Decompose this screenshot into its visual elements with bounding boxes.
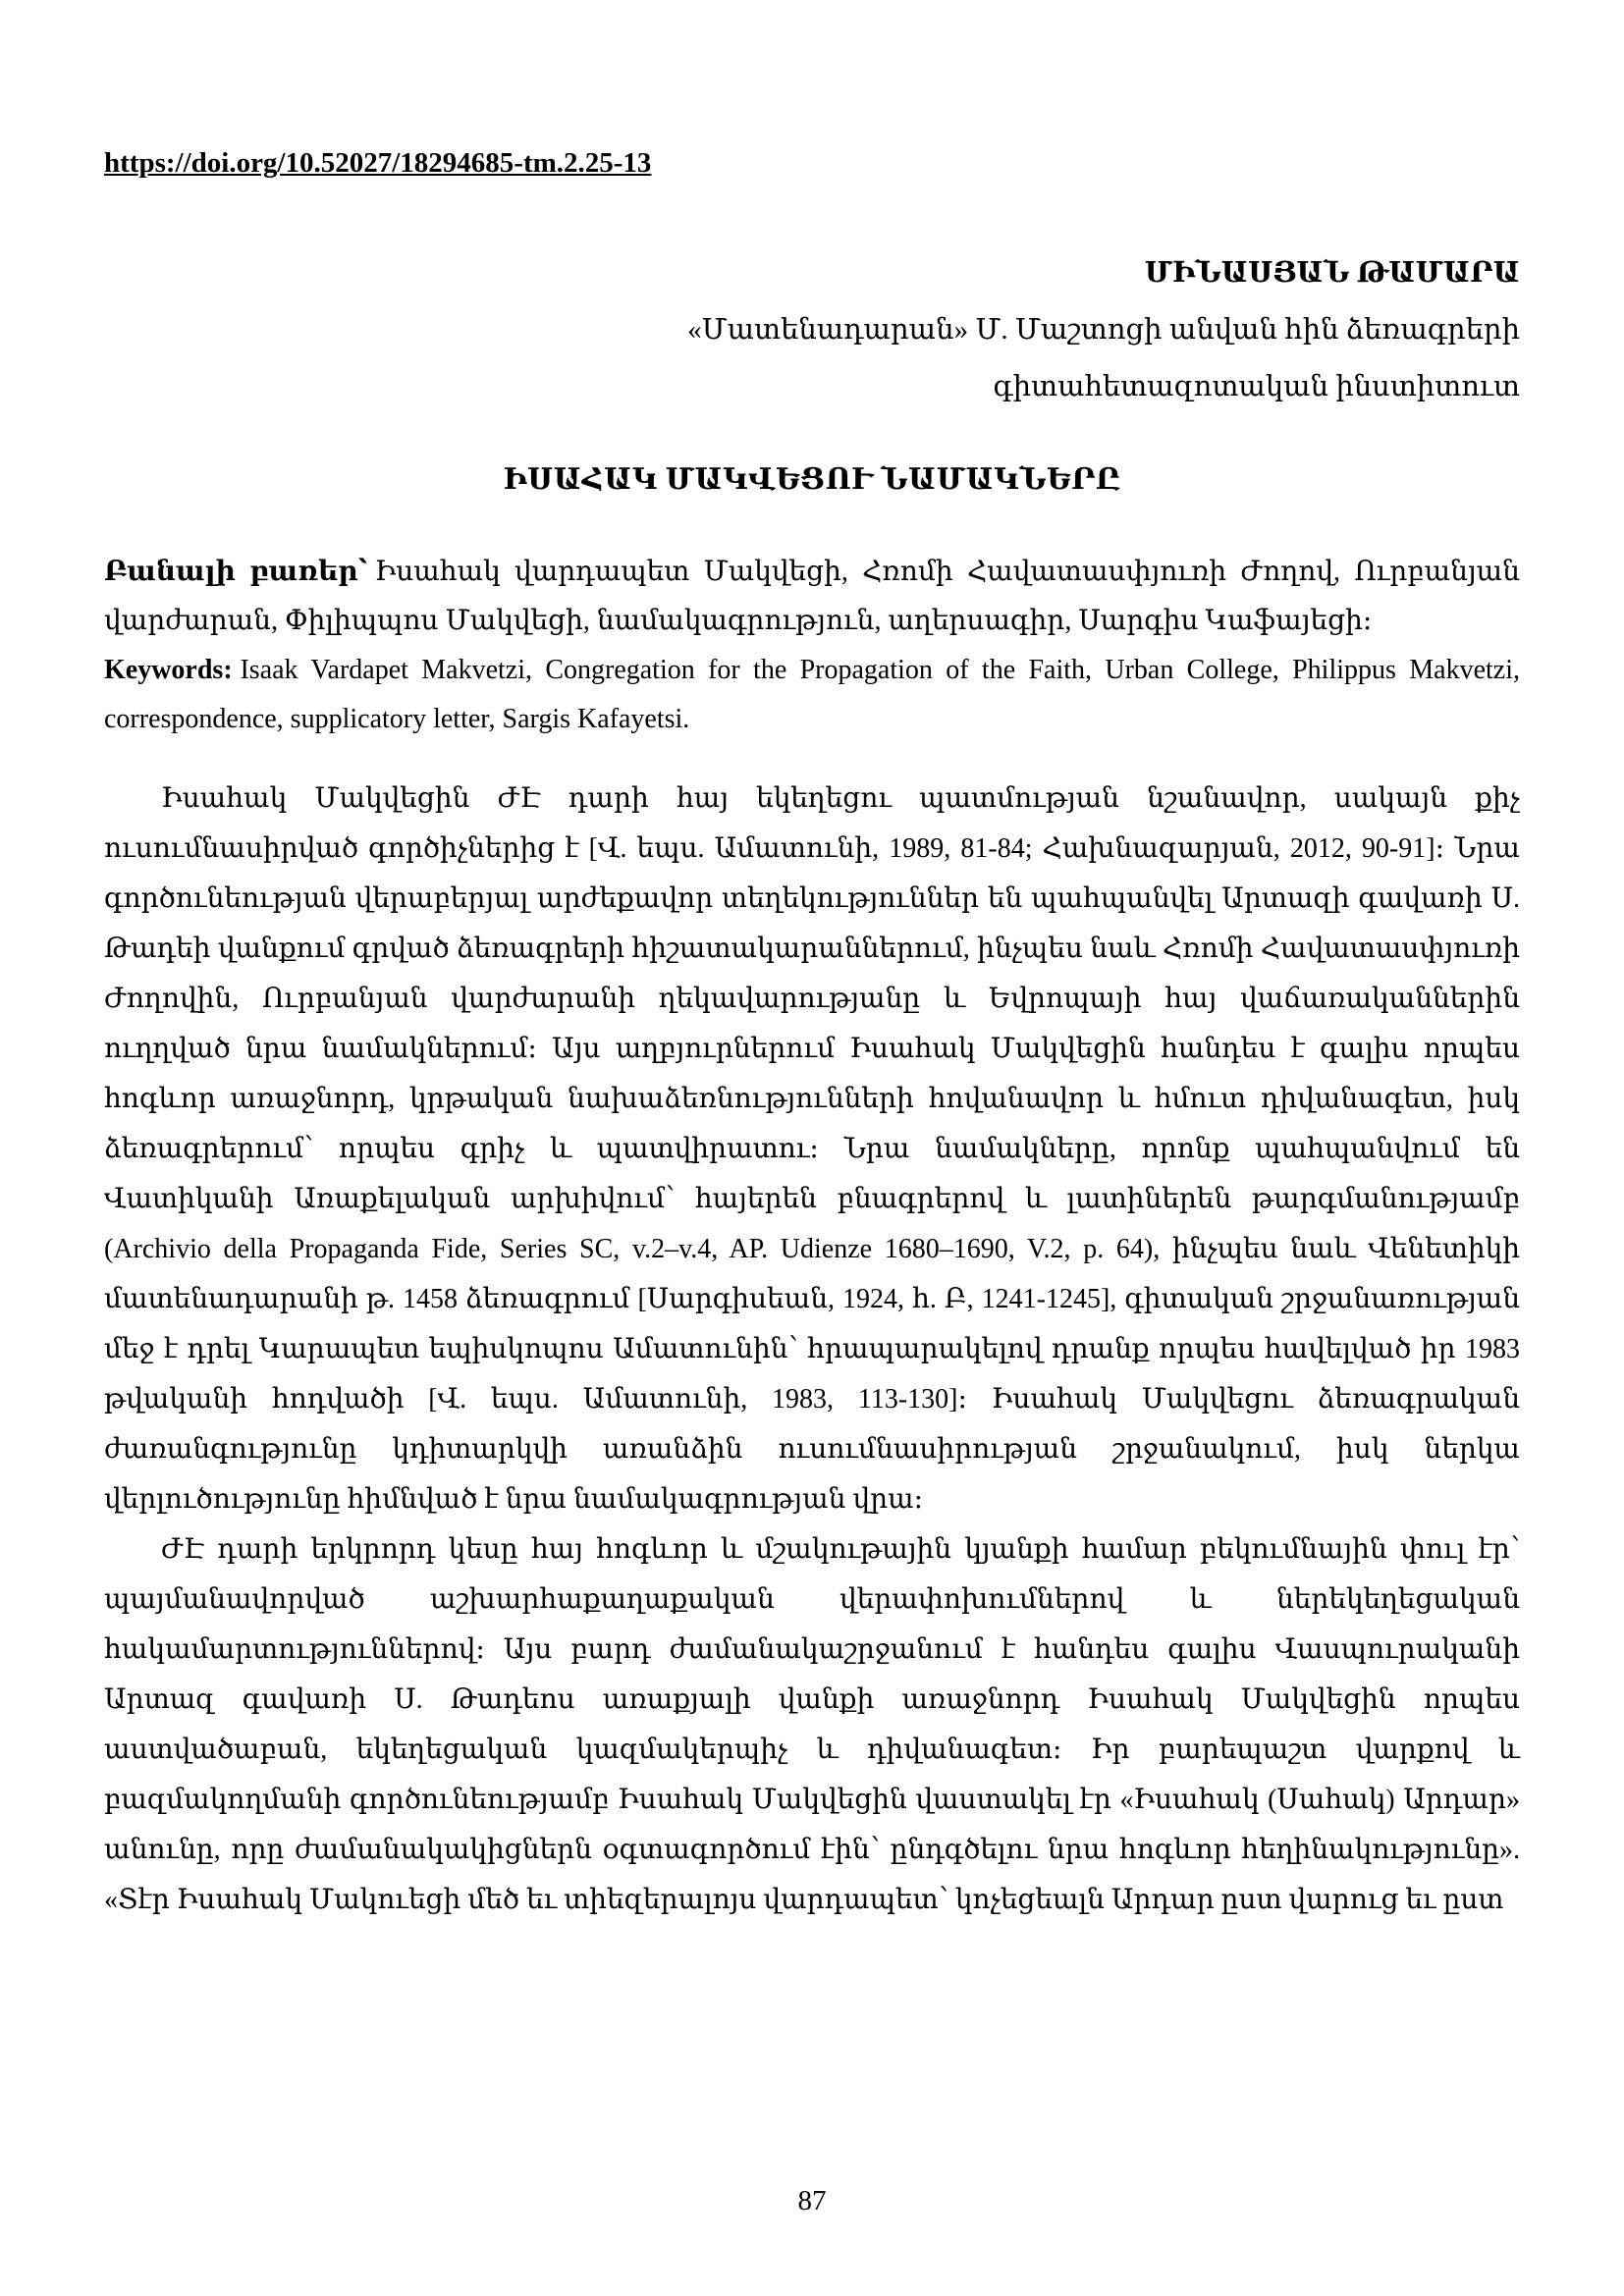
doi-link[interactable]: https://doi.org/10.52027/18294685-tm.2.25-13 [104,147,652,179]
affiliation-line-2: գիտահետազոտական ինստիտուտ [993,371,1520,402]
article-title: ԻՍԱՀԱԿ ՄԱԿՎԵՑՈՒ ՆԱՄԱԿՆԵՐԸ [503,463,1121,496]
body-paragraph-2: ԺԷ դարի երկրորդ կեսը հայ հոգևոր և մշակութային կյանքի համար բեկումնային փուլ էր՝ պայմանավորված աշխարհաքաղաքական վերափոխումներով և ներեկեղեցական հակամարտություններով։ Այս բարդ ժամանակաշրջանում է հանդես գալիս Վասպուրականի Արտազ գավառի Ս. Թադեոս առաքյալի վանքի առաջնորդ Իսահակ Մակվեցին որպես աստվածաբան, եկեղեցական կազմակերպիչ և դիվանագետ։ Իր բարեպաշտ վարքով և բազմակողմանի գործունեությամբ Իսահակ Մակվեցին վաստակել էր «Իսահակ (Սահակ) Արդար» անունը, որը ժամանակակիցներն օգտագործում էին՝ ընդգծելու նրա հոգևոր հեղինակությունը». «Տէր Իսահակ Մակուեցի մեծ եւ տիեզերալոյս վարդապետ՝ կոչեցեալն Արդար ըստ վարուց եւ ըստ [104,1534,1520,1915]
affiliation-line-1: «Մատենադարան» Մ. Մաշտոցի անվան հին ձեռագրերի [687,314,1520,346]
doi-line [104,0,1520,180]
keywords-english [104,646,1520,744]
article-body [104,774,1520,1925]
keywords-text-english: Isaak Vardapet Makvetzi, Congregation for the Propagation of the Faith, Urban College, Philippus Makvetzi, correspondence, supplicatory letter, Sargis Kafayetsi. [104,655,1520,734]
keywords-label-armenian: Բանալի բառեր՝ [104,557,367,587]
author-name: ՄԻՆԱՍՅԱՆ ԹԱՄԱՐԱ [1144,257,1520,289]
keywords-block [104,548,1520,744]
keywords-label-english: Keywords: [104,655,233,685]
author-block [104,244,1520,415]
body-paragraph-1: Իսահակ Մակվեցին ԺԷ դարի հայ եկեղեցու պատմության նշանավոր, սակայն քիչ ուսումնասիրված գործիչներից է [Վ. եպս. Ամատունի, 1989, 81-84; Հախնազարյան, 2012, 90-91]։ Նրա գործունեության վերաբերյալ արժեքավոր տեղեկություններ են պահպանվել Արտազի գավառի Ս. Թադեի վանքում գրված ձեռագրերի հիշատակարաններում, ինչպես նաև Հռոմի Հավատասփյուռի Ժողովին, Ուրբանյան վարժարանի ղեկավարությանը և Եվրոպայի հայ վաճառականներին ուղղված նրա նամակներում։ Այս աղբյուրներում Իսահակ Մակվեցին հանդես է գալիս որպես հոգևոր առաջնորդ, կրթական նախաձեռնությունների հովանավոր և հմուտ դիվանագետ, իսկ ձեռագրերում՝ որպես գրիչ և պատվիրատու։ Նրա նամակները, որոնք պահպանվում են Վատիկանի Առաքելական արխիվում՝ հայերեն բնագրերով և լատիներեն թարգմանությամբ (Archivio della Propaganda Fide, Series SC, v.2–v.4, AP. Udienze 1680–1690, V.2, p. 64), ինչպես նաև Վենետիկի մատենադարանի թ. 1458 ձեռագրում [Սարգիսեան, 1924, հ. Բ, 1241-1245], գիտական շրջանառության մեջ է դրել Կարապետ եպիսկոպոս Ամատունին՝ հրապարակելով դրանք որպես հավելված իր 1983 թվականի հոդվածի [Վ. եպս. Ամատունի, 1983, 113-130]։ Իսահակ Մակվեցու ձեռագրական ժառանգությունը կդիտարկվի առանձին ուսումնասիրության շրջանակում, իսկ ներկա վերլուծությունը հիմնված է նրա նամակագրության վրա։ [104,783,1521,1515]
keywords-armenian [104,548,1520,646]
page-content [104,0,1520,1925]
page-number: 87 [797,2185,827,2216]
keywords-text-armenian: Իսահակ վարդապետ Մակվեցի, Հռոմի Հավատասփյուռի Ժողով, Ուրբանյան վարժարան, Փիլիպպոս Մակվեցի, նամակագրություն, աղերսագիր, Սարգիս Կաֆայեցի։ [104,557,1520,636]
